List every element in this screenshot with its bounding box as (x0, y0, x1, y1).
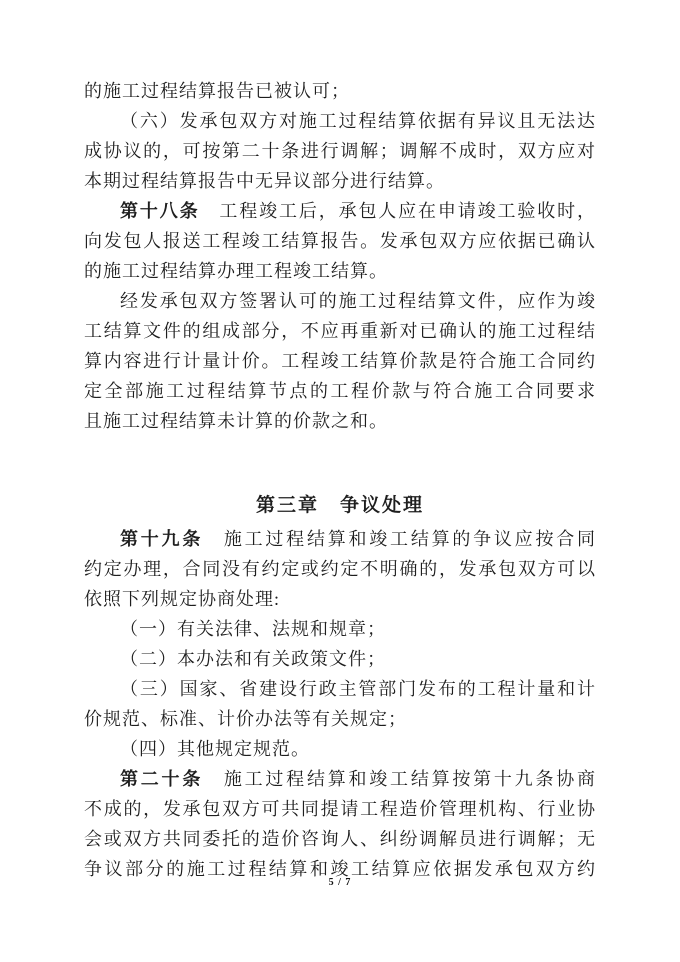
document-content (84, 76, 596, 884)
text-line: 第十九条 施工过程结算和竣工结算的争议应按合同 (120, 529, 596, 549)
article-number-lead: 第二十条 (120, 769, 204, 789)
text-line: 第十八条 工程竣工后，承包人应在申请竣工验收时， (120, 201, 596, 221)
text-line: 的施工过程结算办理工程竣工结算。 (84, 261, 388, 281)
text-line: 成协议的，可按第二十条进行调解；调解不成时，双方应对 (84, 141, 596, 161)
text-line: 向发包人报送工程竣工结算报告。发承包双方应依据已确认 (84, 231, 596, 251)
text-line: 且施工过程结算未计算的价款之和。 (84, 411, 388, 431)
text-line: 不成的，发承包双方可共同提请工程造价管理机构、行业协 (84, 799, 596, 819)
text-line: 会或双方共同委托的造价咨询人、纠纷调解员进行调解；无 (84, 829, 596, 849)
article-number-lead: 第十九条 (120, 529, 204, 549)
text-line: 定全部施工过程结算节点的工程价款与符合施工合同要求 (84, 381, 596, 401)
page-number: 5 / 7 (328, 877, 352, 888)
chapter-heading: 第三章 争议处理 (255, 495, 424, 516)
text-line: （四）其他规定规范。 (120, 739, 310, 759)
text-line: 约定办理，合同没有约定或约定不明确的，发承包双方可以 (84, 559, 596, 579)
text-line: 第二十条 施工过程结算和竣工结算按第十九条协商 (120, 769, 596, 789)
article-number-lead: 第十八条 (120, 201, 200, 221)
text-line: （一）有关法律、法规和规章； (120, 619, 386, 639)
text-line: （三）国家、省建设行政主管部门发布的工程计量和计 (120, 679, 596, 699)
text-line: 本期过程结算报告中无异议部分进行结算。 (84, 171, 445, 191)
text-line: 价规范、标准、计价办法等有关规定； (84, 709, 407, 729)
text-line: 争议部分的施工过程结算和竣工结算应依据发承包双方约 (84, 859, 596, 879)
text-line: （二）本办法和有关政策文件； (120, 649, 386, 669)
text-line: 经发承包双方签署认可的施工过程结算文件，应作为竣 (120, 291, 596, 311)
text-line: （六）发承包双方对施工过程结算依据有异议且无法达 (120, 111, 596, 131)
text-line: 算内容进行计量计价。工程竣工结算价款是符合施工合同约 (84, 351, 596, 371)
text-line: 依照下列规定协商处理: (84, 589, 280, 609)
text-line: 的施工过程结算报告已被认可； (84, 81, 350, 101)
text-line: 工结算文件的组成部分，不应再重新对已确认的施工过程结 (84, 321, 596, 341)
